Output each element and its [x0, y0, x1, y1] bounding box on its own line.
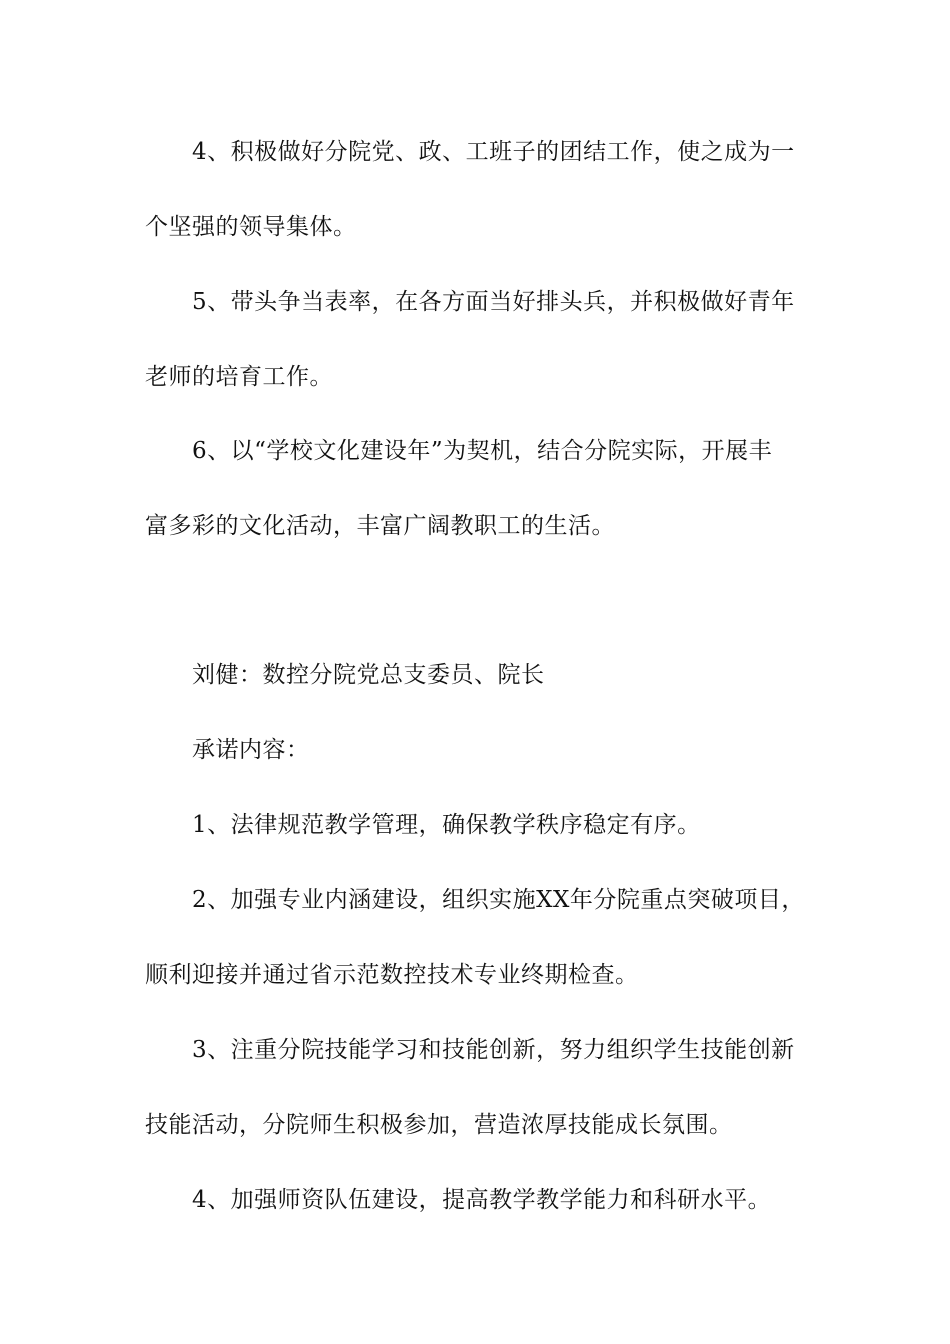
commitment-item-3-line-2: 技能活动，分院师生积极参加，营造浓厚技能成长氛围。	[145, 1112, 733, 1138]
commitment-item-2-line-1: 2、加强专业内涵建设，组织实施XX年分院重点突破项目，	[192, 887, 805, 913]
person-heading: 刘健：数控分院党总支委员、院长	[192, 662, 545, 688]
commitment-item-1: 1、法律规范教学管理，确保教学秩序稳定有序。	[192, 812, 701, 838]
commitment-item-2-line-2: 顺利迎接并通过省示范数控技术专业终期检查。	[145, 962, 639, 988]
paragraph-4-line-1: 4、积极做好分院党、政、工班子的团结工作，使之成为一	[192, 139, 795, 165]
paragraph-4-line-2: 个坚强的领导集体。	[145, 214, 357, 240]
commitment-heading: 承诺内容：	[192, 737, 310, 763]
commitment-item-3-line-1: 3、注重分院技能学习和技能创新，努力组织学生技能创新	[192, 1037, 795, 1063]
paragraph-5-line-1: 5、带头争当表率，在各方面当好排头兵，并积极做好青年	[192, 289, 795, 315]
paragraph-6-line-2: 富多彩的文化活动，丰富广阔教职工的生活。	[145, 513, 615, 539]
paragraph-5-line-2: 老师的培育工作。	[145, 364, 333, 390]
paragraph-6-line-1: 6、以“学校文化建设年”为契机，结合分院实际，开展丰	[192, 438, 773, 464]
commitment-item-4: 4、加强师资队伍建设，提高教学教学能力和科研水平。	[192, 1187, 772, 1213]
